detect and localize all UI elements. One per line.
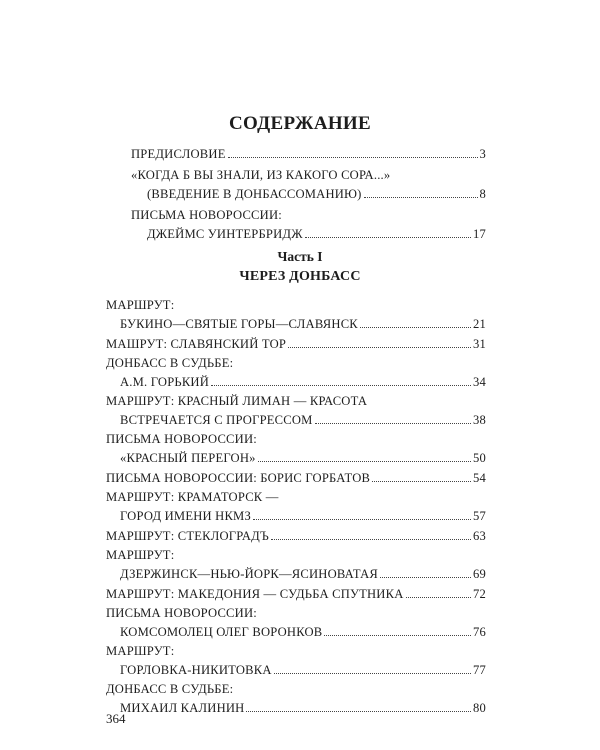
toc-entry-text: ДОНБАСС В СУДЬБЕ: [106,682,234,696]
toc-entry-final-line[interactable] [120,507,486,524]
toc-entry-page: 31 [473,337,486,351]
toc-entry-page: 69 [473,567,486,581]
toc-entry-text: МАРШРУТ: [106,644,175,658]
toc-entry-page: 57 [473,509,486,523]
dot-leader [380,565,471,578]
toc-entry-text: А.М. ГОРЬКИЙ [120,375,210,389]
dot-leader [364,185,478,198]
dot-leader [315,411,471,424]
toc-entry-text: МАРШРУТ: МАКЕДОНИЯ — СУДЬБА СПУТНИКА [106,587,404,601]
toc-entry-line [106,393,367,410]
dot-leader [228,145,478,158]
toc-entry-page: 63 [473,529,486,543]
toc-entry-final-line[interactable] [147,225,486,242]
toc-entry-text: МАРШРУТ: [106,548,175,562]
toc-entry-final-line[interactable] [120,661,486,678]
toc-entry-line [131,167,390,184]
toc-entry-text: МАРШРУТ: КРАМАТОРСК — [106,490,279,504]
toc-entry-line [106,489,279,506]
toc-entry-final-line[interactable] [120,315,486,332]
dot-leader [372,469,471,482]
toc-entry-line [106,297,174,314]
toc-entry-text: ДОНБАСС В СУДЬБЕ: [106,356,234,370]
toc-entry-final-line[interactable] [106,527,486,544]
toc-entry-text: КОМСОМОЛЕЦ ОЛЕГ ВОРОНКОВ [120,625,323,639]
dot-leader [211,373,471,386]
toc-entry-page: 76 [473,625,486,639]
dot-leader [253,507,471,520]
dot-leader [288,335,471,348]
toc-entry-final-line[interactable] [120,699,486,716]
toc-entry-text: МАРШРУТ: КРАСНЫЙ ЛИМАН — КРАСОТА [106,394,368,408]
toc-entry-page: 21 [473,317,486,331]
toc-entry-line [106,605,257,622]
toc-entry-text: ПИСЬМА НОВОРОССИИ: [106,606,257,620]
toc-entry-final-line[interactable] [120,411,486,428]
toc-entry-text: ГОРОД ИМЕНИ НКМЗ [120,509,251,523]
dot-leader [406,585,472,598]
toc-entry-text: БУКИНО—СВЯТЫЕ ГОРЫ—СЛАВЯНСК [120,317,358,331]
toc-entry-text: МАШРУТ: СЛАВЯНСКИЙ ТОР [106,337,287,351]
toc-entry-final-line[interactable] [120,373,486,390]
toc-entry-text: ДЖЕЙМС УИНТЕРБРИДЖ [147,227,303,241]
toc-entry-page: 50 [473,451,486,465]
toc-entry-text: ГОРЛОВКА-НИКИТОВКА [120,663,272,677]
toc-entry-text: ПИСЬМА НОВОРОССИИ: [106,432,257,446]
toc-entry-text: «КОГДА Б ВЫ ЗНАЛИ, ИЗ КАКОГО СОРА...» [131,168,391,182]
toc-entry-line [106,681,233,698]
toc-entry-text: «КРАСНЫЙ ПЕРЕГОН» [120,451,256,465]
toc-entry-page: 80 [473,701,486,715]
dot-leader [274,661,471,674]
dot-leader [258,449,471,462]
toc-title: СОДЕРЖАНИЕ [229,113,371,134]
toc-entry-line [106,355,233,372]
toc-entry-page: 17 [473,227,486,241]
dot-leader [305,225,471,238]
toc-entry-page: 54 [473,471,486,485]
toc-entry-text: (ВВЕДЕНИЕ В ДОНБАССОМАНИЮ) [147,187,362,201]
page-number: 364 [106,711,126,726]
toc-entry-final-line[interactable] [106,585,486,602]
toc-entry-final-line[interactable] [147,185,486,202]
toc-entry-text: ДЗЕРЖИНСК—НЬЮ-ЙОРК—ЯСИНОВАТАЯ [120,567,379,581]
dot-leader [246,699,471,712]
toc-entry-text: МАРШРУТ: [106,298,175,312]
toc-entry-page: 77 [473,663,486,677]
toc-entry-final-line[interactable] [106,469,486,486]
part-number: Часть I [277,249,323,264]
toc-entry-line [106,431,257,448]
toc-entry-page: 3 [479,147,486,161]
toc-entry-final-line[interactable] [106,335,486,352]
toc-entry-final-line[interactable] [120,449,486,466]
dot-leader [271,527,471,540]
toc-entry-final-line[interactable] [120,623,486,640]
dot-leader [324,623,471,636]
dot-leader [360,315,471,328]
toc-entry-text: МИХАИЛ КАЛИНИН [120,701,245,715]
toc-entry-text: ПИСЬМА НОВОРОССИИ: БОРИС ГОРБАТОВ [106,471,371,485]
toc-entry-page: 8 [479,187,486,201]
toc-entry-text: ПРЕДИСЛОВИЕ [131,147,226,161]
toc-entry-line [106,547,174,564]
toc-entry-text: ПИСЬМА НОВОРОССИИ: [131,208,282,222]
toc-entry-page: 34 [473,375,486,389]
part-title: ЧЕРЕЗ ДОНБАСС [239,269,361,284]
toc-entry-page: 72 [473,587,486,601]
toc-entry-text: МАРШРУТ: СТЕКЛОГРАДЪ [106,529,270,543]
toc-entry-final-line[interactable] [120,565,486,582]
toc-entry-page: 38 [473,413,486,427]
toc-entry-text: ВСТРЕЧАЕТСЯ С ПРОГРЕССОМ [120,413,313,427]
toc-entry-line [131,207,282,224]
toc-entry-final-line[interactable] [131,145,486,162]
toc-entry-line [106,643,174,660]
